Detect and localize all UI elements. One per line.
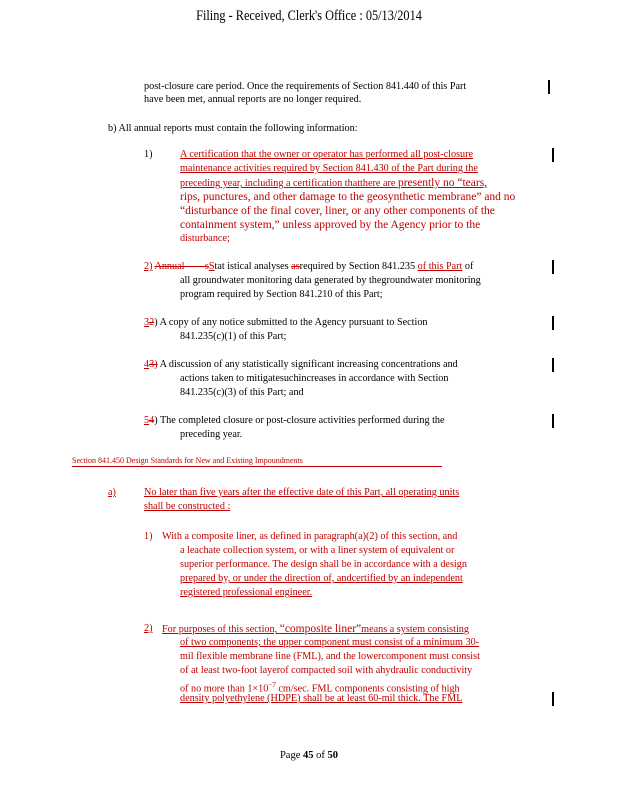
inserted-text: superior performance. The design shall be in accordance with a design [180, 559, 467, 570]
deleted-text: 2 [149, 317, 155, 328]
inserted-text: 4 [144, 359, 150, 370]
inserted-text: No later than five years after the effective date of this Part, all operating units [144, 487, 460, 498]
inserted-text: maintenance activities required by Section 841.430 of the Part during the [180, 163, 478, 174]
text-line: 841.235(c)(3) of this Part; and [180, 387, 304, 398]
inserted-text: a leachate collection system, or with a liner system of equivalent or [180, 545, 455, 556]
revision-bar [552, 260, 554, 274]
inserted-text: 5 [144, 415, 150, 426]
inserted-text: “disturbance of the final cover, liner, or any other components of the [180, 205, 495, 217]
text-line: 43) A discussion of any statistically significant increasing concentrations and [144, 359, 458, 370]
text-line: have been met, annual reports are no longer required. [144, 94, 362, 105]
inserted-text: 3 [144, 317, 150, 328]
inserted-text: registered professional engineer. [180, 587, 313, 598]
text-line: 2) Annual sStat istical analyses asrequired by Section 841.235 of this Part of [144, 261, 474, 272]
text-line: program required by Section 841.210 of this Part; [180, 289, 383, 300]
inserted-text: of two components; the upper component must consist of a minimum 30- [180, 637, 480, 648]
revision-bar [548, 80, 550, 94]
filing-stamp-header: Filing - Received, Clerk's Office : 05/13/2014 [196, 8, 422, 24]
inserted-text: S [208, 261, 215, 272]
item-number: 1) [144, 531, 153, 542]
revision-bar [552, 316, 554, 330]
revision-bar [552, 692, 554, 706]
inserted-text: With a composite liner, as defined in paragraph(a)(2) of this section, and [162, 531, 458, 542]
inserted-text: rips, punctures, and other damage to the geosynthetic membrane” and no [180, 191, 516, 203]
text-line: all groundwater monitoring data generated by thegroundwater monitoring [180, 275, 481, 286]
item-number: 2) [144, 261, 153, 272]
deleted-text: 4 [149, 415, 155, 426]
inserted-text: disturbance; [180, 233, 230, 244]
inserted-text: of at least two-foot layerof compacted soil with ahydraulic conductivity [180, 665, 473, 676]
text-line: 32) A copy of any notice submitted to the Agency pursuant to Section [144, 317, 428, 328]
inserted-text: containment system,” unless approved by the Agency prior to the [180, 219, 481, 231]
inserted-text: shall be constructed : [144, 501, 231, 512]
deleted-text: 3) [149, 359, 158, 370]
inserted-text: mil flexible membrane line (FML), and the lowercomponent must consist [180, 651, 480, 662]
inserted-text: preceding year, including a certification thatthere are presently no “tears, [180, 177, 488, 189]
deleted-text: Annual [154, 261, 185, 272]
item-number: 2) [144, 623, 153, 634]
text-line: 841.235(c)(1) of this Part; [180, 331, 287, 342]
text-line: actions taken to mitigatesuchincreases in accordance with Section [180, 373, 449, 384]
inserted-text: of this Part [417, 261, 463, 272]
text-line: 54) The completed closure or post-closure activities performed during the [144, 415, 445, 426]
inserted-text: prepared by, or under the direction of, andcertified by an independent [180, 573, 463, 584]
item-number: 1) [144, 149, 153, 160]
revision-bar [552, 148, 554, 162]
section-heading: Section 841.450 Design Standards for New and Existing Impoundments [72, 456, 303, 465]
text-line: b) All annual reports must contain the following information: [108, 123, 358, 134]
item-number: a) [108, 487, 116, 498]
revision-bar [552, 358, 554, 372]
inserted-text: A certification that the owner or operator has performed all post-closure [180, 149, 474, 160]
deleted-text: as [291, 261, 300, 272]
revision-bar [552, 414, 554, 428]
page-footer: Page 45 of 50 [279, 750, 339, 761]
inserted-text: of no more than $1\times 10^{-7}$ cm/sec. FML components consisting of high [180, 681, 460, 695]
inserted-text: density polyethylene (HDPE) shall be at least 60-mil thick. The FML [180, 693, 463, 704]
text-line: post-closure care period. Once the requirements of Section 841.440 of this Part [144, 81, 467, 92]
text-line: preceding year. [180, 429, 243, 440]
deleted-text: s [204, 261, 209, 272]
heading-underline [72, 466, 442, 467]
inserted-text: For purposes of this section, “composite liner”means a system consisting [162, 623, 469, 635]
